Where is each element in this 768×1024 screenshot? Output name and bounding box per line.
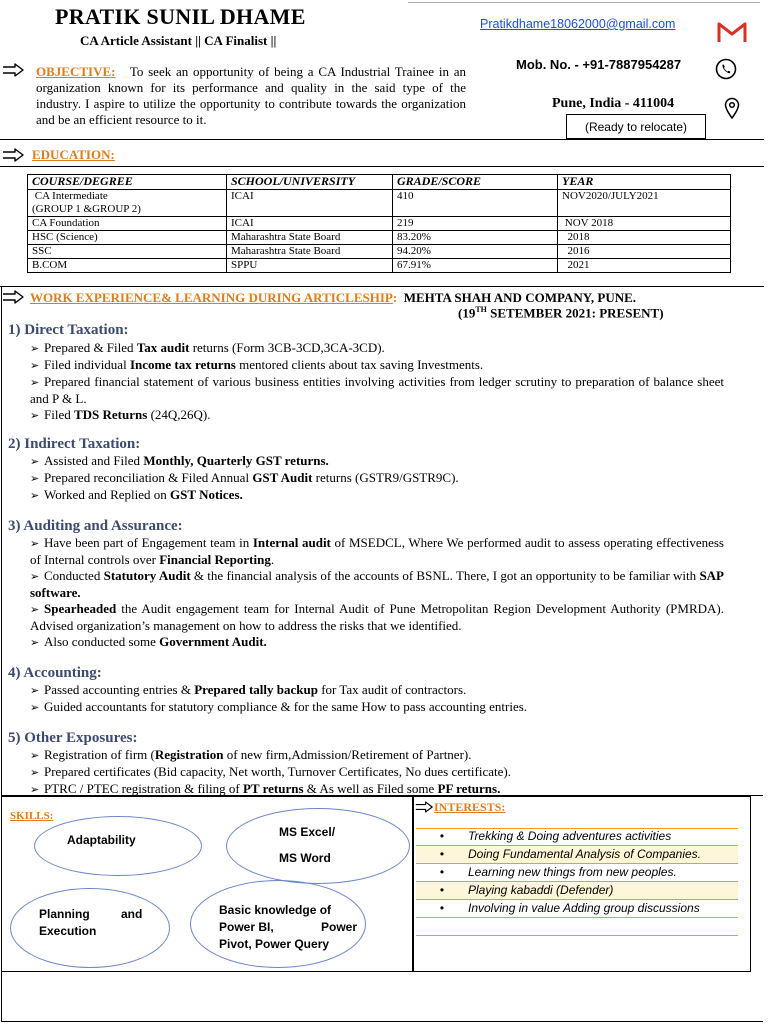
skill-label: Power <box>321 920 358 934</box>
date-superscript: TH <box>475 305 487 314</box>
experience-colon: : <box>392 290 398 305</box>
item-text: Have been part of Engagement team in <box>44 535 253 550</box>
category-items <box>30 340 724 424</box>
education-cell: 410 <box>393 190 558 217</box>
interest-text: Involving in value Adding group discussions <box>468 901 700 915</box>
category-items <box>30 535 724 651</box>
list-item <box>30 374 724 407</box>
category-title: 4) Accounting: <box>8 665 102 681</box>
item-text: TDS Returns <box>73 407 148 422</box>
bullet-arrow-icon: ➢ <box>30 377 40 389</box>
education-cell: 2018 <box>558 231 731 245</box>
education-row <box>28 231 731 245</box>
bullet-icon: • <box>439 883 445 897</box>
education-cell: CA Intermediate (GROUP 1 &GROUP 2) <box>28 190 227 217</box>
item-text: GST Audit <box>252 470 313 485</box>
bullet-arrow-icon: ➢ <box>30 538 40 550</box>
category-title: 2) Indirect Taxation: <box>8 436 141 452</box>
education-cell: ICAI <box>227 217 393 231</box>
bullet-arrow-icon: ➢ <box>30 410 40 422</box>
column-header: COURSE/DEGREE <box>28 175 227 190</box>
bullet-icon: • <box>439 847 445 861</box>
list-item <box>30 470 724 487</box>
list-item <box>30 535 724 568</box>
interest-text: Playing kabaddi (Defender) <box>468 883 614 897</box>
item-text: PF returns. <box>437 781 501 796</box>
arrow-icon <box>415 801 433 813</box>
item-text: Guided accountants for statutory compliance & for the same How to pass accounting entries. <box>44 699 528 714</box>
interest-item <box>416 882 738 900</box>
item-text: Prepared & Filed <box>44 340 137 355</box>
education-row <box>28 245 731 259</box>
skill-label: Power BI, <box>219 920 274 934</box>
list-item <box>30 634 724 651</box>
category-title: 1) Direct Taxation: <box>8 322 129 338</box>
category-items <box>30 453 724 504</box>
education-cell: Maharashtra State Board <box>227 245 393 259</box>
education-cell: 67.91% <box>393 259 558 273</box>
item-text: returns (Form 3CB-3CD,3CA-3CD). <box>189 340 385 355</box>
item-text: PTRC / PTEC registration & filing of <box>44 781 243 796</box>
education-cell: 219 <box>393 217 558 231</box>
skill-label: Planning <box>39 907 90 921</box>
education-cell: 94.20% <box>393 245 558 259</box>
education-row <box>28 190 731 217</box>
education-cell: 83.20% <box>393 231 558 245</box>
education-cell: 2016 <box>558 245 731 259</box>
item-text: Registration <box>154 747 224 762</box>
item-text: returns (GSTR9/GSTR9C). <box>312 470 459 485</box>
bullet-arrow-icon: ➢ <box>30 702 40 714</box>
list-item <box>30 764 724 781</box>
education-cell: HSC (Science) <box>28 231 227 245</box>
list-item <box>30 601 724 634</box>
education-table <box>27 174 731 273</box>
list-item <box>30 747 724 764</box>
company-name: MEHTA SHAH AND COMPANY, PUNE. <box>403 290 637 305</box>
location-text: Pune, India - 411004 <box>552 96 675 111</box>
item-text: Filed <box>44 407 74 422</box>
education-cell: NOV2020/JULY2021 <box>558 190 731 217</box>
item-text: Statutory Audit <box>103 568 191 583</box>
bullet-icon: • <box>439 901 445 915</box>
education-cell: NOV 2018 <box>558 217 731 231</box>
email-link[interactable]: Pratikdhame18062000@gmail.com <box>480 17 676 31</box>
item-text: Prepared financial statement of various business entities involving activities from ledger scrutiny to preparation of balance sheet and P & L. <box>30 374 724 406</box>
skill-label: MS Excel/ <box>279 825 336 839</box>
item-text: the Audit engagement team for Internal Audit of Pune Metropolitan Region Development Authority (PMRDA). Advised organization’s management on how to address the risks that we identified. <box>30 601 724 633</box>
location-pin-icon <box>724 97 740 119</box>
skill-bubble <box>10 888 170 968</box>
section-divider <box>0 166 764 167</box>
experience-dates <box>458 305 664 321</box>
column-header: SCHOOL/UNIVERSITY <box>227 175 393 190</box>
skill-label: and <box>121 907 143 921</box>
category-items <box>30 682 724 716</box>
column-header: YEAR <box>558 175 731 190</box>
education-cell: Maharashtra State Board <box>227 231 393 245</box>
bullet-arrow-icon: ➢ <box>30 360 40 372</box>
item-text: Financial Reporting <box>159 552 271 567</box>
education-heading: EDUCATION: <box>32 147 115 162</box>
education-row <box>28 217 731 231</box>
bottom-box <box>1 972 763 1022</box>
education-cell: SPPU <box>227 259 393 273</box>
item-text: Prepared tally backup <box>194 682 318 697</box>
item-text: Passed accounting entries & <box>44 682 195 697</box>
item-text: & As well as Filed some <box>303 781 438 796</box>
skill-label: Execution <box>39 924 97 938</box>
interest-item <box>416 864 738 882</box>
item-text: of MSEDCL, Where We performed audit to assess operating effectiveness of Internal controls over <box>30 535 724 567</box>
item-text: Government Audit. <box>159 634 267 649</box>
experience-heading: WORK EXPERIENCE& LEARNING DURING ARTICLESHIP <box>30 290 393 305</box>
item-text: Tax audit <box>136 340 190 355</box>
item-text: Prepared certificates (Bid capacity, Net worth, Turnover Certificates, No dues certificate). <box>44 764 511 779</box>
date-suffix: SETEMBER 2021: PRESENT) <box>486 305 664 321</box>
interest-text: Doing Fundamental Analysis of Companies. <box>468 847 702 861</box>
interest-text: Learning new things from new peoples. <box>468 865 677 879</box>
item-text: Prepared reconciliation & Filed Annual <box>44 470 253 485</box>
interest-item <box>416 900 738 918</box>
list-item <box>30 682 724 699</box>
category-title: 5) Other Exposures: <box>8 730 138 746</box>
item-text: Filed individual <box>44 357 130 372</box>
item-text: . <box>270 552 275 567</box>
bullet-arrow-icon: ➢ <box>30 685 40 697</box>
list-item <box>30 340 724 357</box>
skill-label: Basic knowledge of <box>219 903 332 917</box>
bullet-arrow-icon: ➢ <box>30 750 40 762</box>
list-item <box>30 407 724 424</box>
item-text: Spearheaded <box>44 601 117 616</box>
bullet-icon: • <box>439 829 445 843</box>
category-title: 3) Auditing and Assurance: <box>8 518 183 534</box>
bullet-arrow-icon: ➢ <box>30 767 40 779</box>
item-text: Worked and Replied on <box>44 487 171 502</box>
list-item <box>30 568 724 601</box>
gmail-icon <box>716 20 748 44</box>
list-item <box>30 699 724 716</box>
item-text: mentored clients about tax saving Investments. <box>235 357 484 372</box>
item-text: GST Notices. <box>170 487 243 502</box>
education-header-row <box>28 175 731 190</box>
bullet-arrow-icon: ➢ <box>30 604 40 616</box>
skill-label: MS Word <box>279 851 331 865</box>
section-divider <box>0 139 764 140</box>
interest-item <box>416 846 738 864</box>
skill-bubble <box>190 880 366 968</box>
list-item <box>30 453 724 470</box>
item-text: Also conducted some <box>44 634 160 649</box>
education-row <box>28 259 731 273</box>
education-cell: CA Foundation <box>28 217 227 231</box>
column-header: GRADE/SCORE <box>393 175 558 190</box>
education-cell: B.COM <box>28 259 227 273</box>
interest-text: Trekking & Doing adventures activities <box>468 829 672 843</box>
interest-item <box>416 828 738 846</box>
bullet-icon: • <box>439 865 445 879</box>
interests-list <box>416 828 738 936</box>
skills-heading: SKILLS: <box>10 810 54 822</box>
interest-empty-row <box>416 918 738 936</box>
relocate-badge: (Ready to relocate) <box>566 114 706 139</box>
bullet-arrow-icon: ➢ <box>30 490 40 502</box>
list-item <box>30 487 724 504</box>
skill-bubble <box>34 816 202 876</box>
experience-heading-line <box>30 290 636 306</box>
objective-text: To seek an opportunity of being a CA Industrial Trainee in an organization known for its performance and quality in the said type of the industry. I aspire to utilize the opportunity to contribute towards the organization and be an efficient resource to it. <box>36 64 466 127</box>
skill-bubble <box>226 808 410 884</box>
bullet-arrow-icon: ➢ <box>30 456 40 468</box>
item-text: for Tax audit of contractors. <box>317 682 467 697</box>
item-text: of new firm,Admission/Retirement of Partner). <box>223 747 472 762</box>
skill-label: Pivot, Power Query <box>219 937 330 951</box>
item-text: Registration of firm ( <box>44 747 155 762</box>
education-cell: 2021 <box>558 259 731 273</box>
objective-label: OBJECTIVE: <box>36 64 116 79</box>
phone-icon <box>715 58 737 80</box>
item-text: Conducted <box>44 568 104 583</box>
objective-section <box>36 64 466 128</box>
bullet-arrow-icon: ➢ <box>30 343 40 355</box>
bullet-arrow-icon: ➢ <box>30 473 40 485</box>
item-text: Monthly, Quarterly GST returns. <box>143 453 329 468</box>
item-text: PT returns <box>242 781 304 796</box>
skill-label: Adaptability <box>67 833 136 847</box>
list-item <box>30 357 724 374</box>
arrow-icon <box>2 290 24 304</box>
candidate-subtitle: CA Article Assistant || CA Finalist || <box>80 33 277 48</box>
arrow-icon <box>2 63 24 77</box>
interests-heading: INTERESTS: <box>434 800 506 814</box>
arrow-icon <box>2 148 24 162</box>
item-text: SAP software. <box>30 568 724 600</box>
top-divider <box>408 2 760 3</box>
item-text: (24Q,26Q). <box>147 407 211 422</box>
education-cell: SSC <box>28 245 227 259</box>
mobile-number: Mob. No. - +91-7887954287 <box>516 57 682 72</box>
bullet-arrow-icon: ➢ <box>30 637 40 649</box>
category-items <box>30 747 724 798</box>
item-text: Income tax returns <box>129 357 236 372</box>
bullet-arrow-icon: ➢ <box>30 571 40 583</box>
bullet-arrow-icon: ➢ <box>30 784 40 796</box>
candidate-name: PRATIK SUNIL DHAME <box>55 4 306 29</box>
item-text: Internal audit <box>252 535 331 550</box>
education-cell: ICAI <box>227 190 393 217</box>
item-text: Assisted and Filed <box>44 453 144 468</box>
date-prefix: (19 <box>458 305 476 321</box>
item-text: & the financial analysis of the accounts of BSNL. There, I got an opportunity to be familiar with <box>190 568 700 583</box>
